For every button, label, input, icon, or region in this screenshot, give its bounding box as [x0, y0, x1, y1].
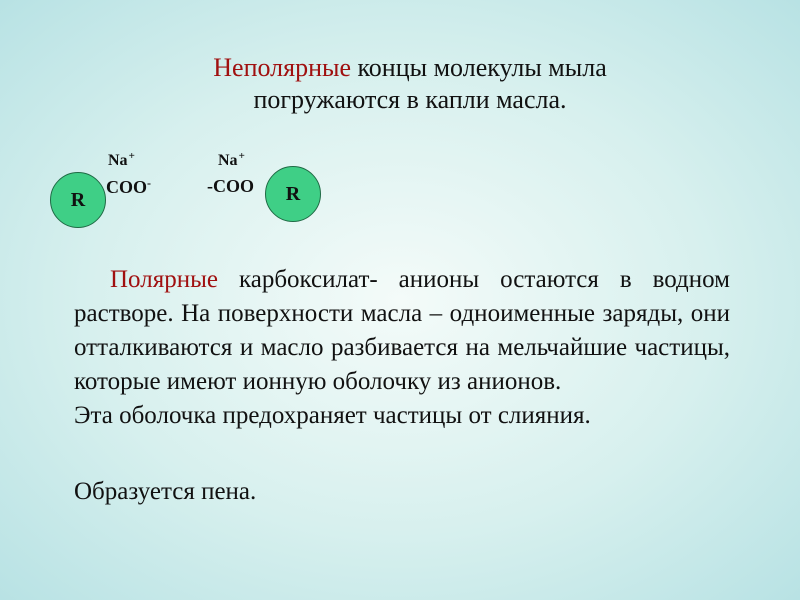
- paragraph-body: [74, 263, 730, 399]
- explanation-paragraph: [74, 263, 730, 433]
- right-r-group-circle: [265, 166, 321, 222]
- left-r-group-circle: [50, 172, 106, 228]
- left-coo-charge: -: [147, 176, 152, 190]
- title-rest: концы молекулы мыла: [351, 53, 607, 82]
- title-line2: погружаются в капли масла.: [253, 85, 567, 114]
- paragraph-highlight: Полярные: [110, 266, 218, 293]
- title-highlight: Неполярные: [213, 53, 351, 82]
- left-sodium-ion: [108, 150, 135, 170]
- slide-title: [110, 52, 710, 116]
- left-na-symbol: Na: [108, 152, 128, 169]
- conclusion-text: Образуется пена.: [74, 478, 257, 505]
- right-na-symbol: Na: [218, 152, 238, 169]
- right-coo-text: -COO: [207, 176, 254, 196]
- paragraph-text: карбоксилат- анионы остаются в водном растворе. На поверхности масла – одноименные заряды, они отталкиваются и масло разбивается на мельчайшие частицы, которые имеют ионную оболочку из анионов.: [74, 266, 730, 395]
- left-coo-text: COO: [106, 177, 148, 197]
- left-r-label: R: [70, 188, 86, 211]
- left-na-charge: +: [128, 150, 135, 162]
- right-na-charge: +: [238, 150, 245, 162]
- soap-molecule-diagram: [50, 140, 340, 240]
- paragraph-last-line: Эта оболочка предохраняет частицы от слияния.: [74, 402, 591, 429]
- left-carboxylate: [106, 176, 151, 198]
- right-r-label: R: [285, 182, 301, 205]
- right-carboxylate: [207, 176, 254, 197]
- right-sodium-ion: [218, 150, 245, 170]
